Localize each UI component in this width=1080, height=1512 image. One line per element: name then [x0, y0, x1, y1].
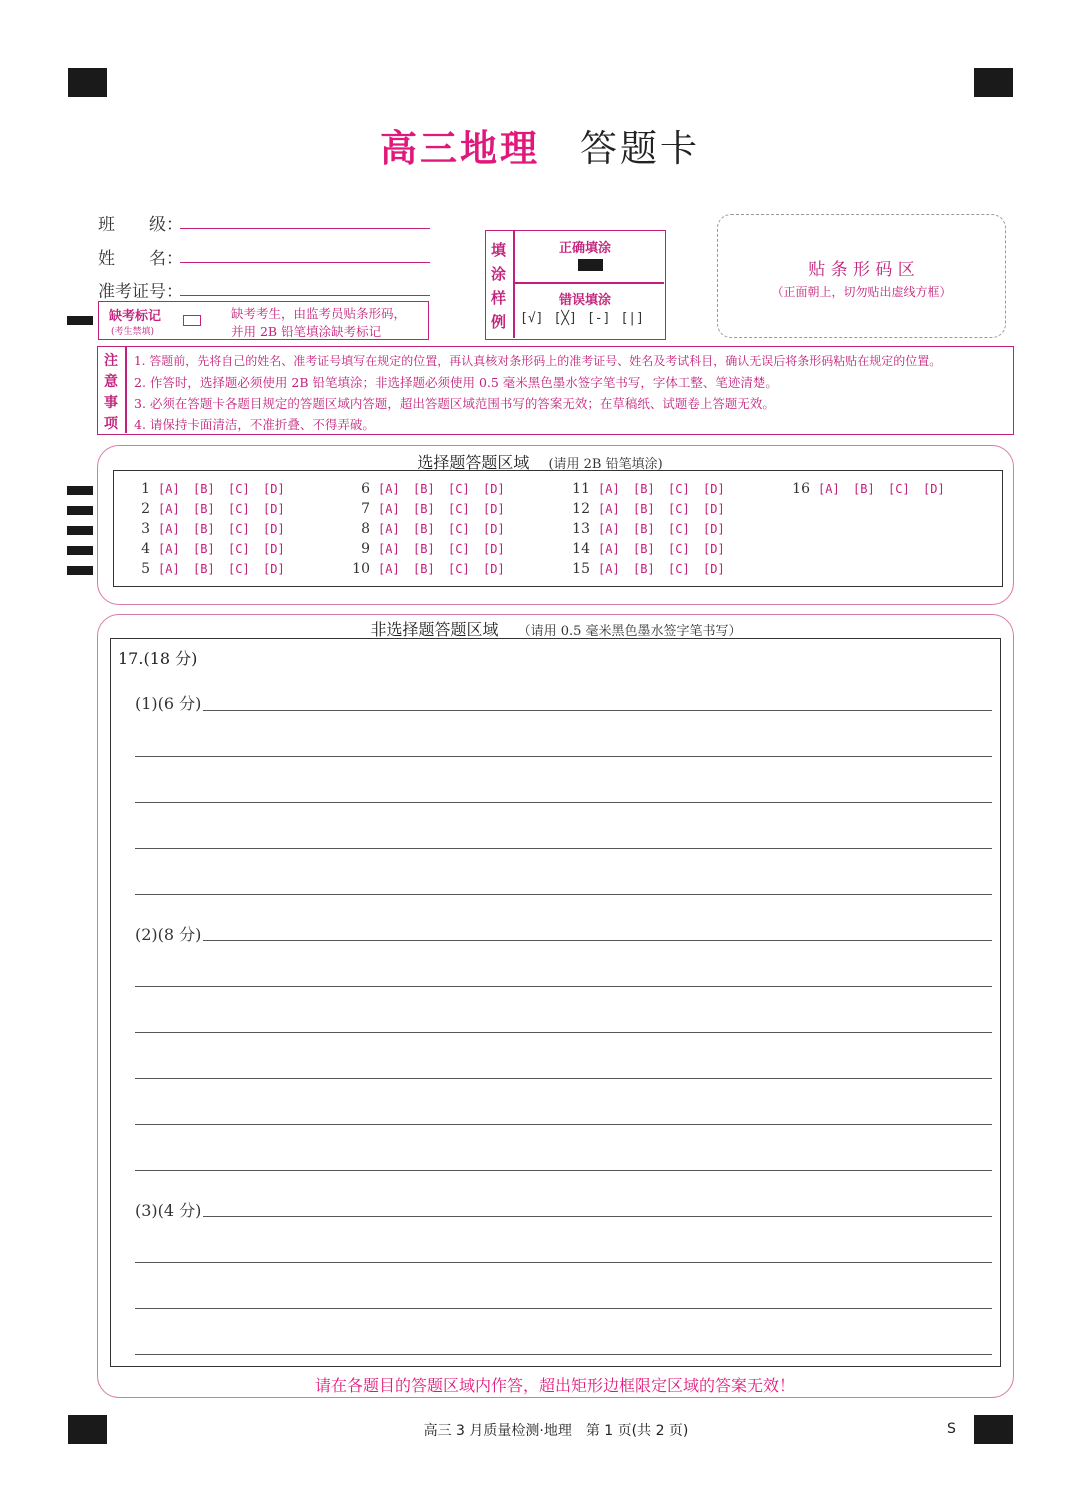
- answer-bubble-c[interactable]: [C]: [448, 502, 470, 516]
- answer-bubble-d[interactable]: [D]: [483, 542, 505, 556]
- choice-question-row: [346, 501, 518, 517]
- answer-bubble-a[interactable]: [A]: [158, 522, 180, 536]
- choice-question-row: [346, 521, 518, 537]
- choice-question-row: [566, 521, 738, 537]
- choice-section-title: 选择题答题区域: [417, 453, 530, 472]
- question-number: 15: [572, 561, 590, 577]
- corner-mark-top-right: [974, 68, 1013, 97]
- answer-line[interactable]: [135, 847, 992, 849]
- exam-id-label: 准考证号：: [98, 282, 183, 302]
- footer-code: S: [947, 1421, 956, 1437]
- absent-mark-sub: (考生禁填): [111, 327, 155, 337]
- answer-bubble-d[interactable]: [D]: [263, 542, 285, 556]
- choice-question-row: [346, 541, 518, 557]
- answer-line[interactable]: [135, 1031, 992, 1033]
- answer-bubble-d[interactable]: [D]: [703, 522, 725, 536]
- note-item-1: 1. 答题前，先将自己的姓名、准考证号填写在规定的位置，再认真核对条形码上的准考证号、姓名及考试科目，确认无误后将条形码粘贴在规定的位置。: [134, 354, 942, 368]
- answer-bubble-a[interactable]: [A]: [598, 562, 620, 576]
- answer-bubble-b[interactable]: [B]: [413, 502, 435, 516]
- choice-question-row: [346, 481, 518, 497]
- answer-bubble-d[interactable]: [D]: [483, 502, 505, 516]
- answer-bubble-d[interactable]: [D]: [703, 502, 725, 516]
- timing-mark: [67, 316, 93, 325]
- part-1-label: (1)(6 分): [135, 691, 203, 714]
- answer-bubble-d[interactable]: [D]: [483, 482, 505, 496]
- answer-bubble-b[interactable]: [B]: [413, 542, 435, 556]
- timing-mark: [67, 566, 93, 575]
- answer-line[interactable]: [135, 1169, 992, 1171]
- answer-bubble-d[interactable]: [D]: [263, 482, 285, 496]
- fill-example-side-2: 涂: [491, 265, 507, 283]
- question-number: 1: [141, 481, 150, 497]
- answer-line[interactable]: [135, 1261, 992, 1263]
- timing-mark: [67, 486, 93, 495]
- answer-bubble-b[interactable]: [B]: [633, 482, 655, 496]
- absent-instruction-2: 并用 2B 铅笔填涂缺考标记: [231, 324, 382, 339]
- title-card: 答题卡: [580, 127, 700, 170]
- fill-example-side-4: 例: [491, 313, 507, 331]
- corner-mark-top-left: [68, 68, 107, 97]
- nonchoice-section-hint: （请用 0.5 毫米黑色墨水签字笔书写）: [517, 624, 742, 639]
- answer-bubble-b[interactable]: [B]: [193, 522, 215, 536]
- barcode-area: [717, 214, 1006, 338]
- answer-bubble-a[interactable]: [A]: [158, 502, 180, 516]
- absent-checkbox[interactable]: [183, 315, 201, 326]
- timing-mark: [67, 526, 93, 535]
- answer-bubble-c[interactable]: [C]: [228, 562, 250, 576]
- answer-bubble-d[interactable]: [D]: [483, 562, 505, 576]
- answer-bubble-c[interactable]: [C]: [228, 542, 250, 556]
- answer-line[interactable]: [135, 1353, 992, 1355]
- barcode-title: 贴 条 形 码 区: [808, 260, 915, 280]
- answer-bubble-c[interactable]: [C]: [448, 542, 470, 556]
- notes-side-4: 项: [104, 416, 118, 432]
- answer-line[interactable]: [135, 939, 992, 941]
- question-number: 12: [572, 501, 590, 517]
- answer-bubble-c[interactable]: [C]: [668, 482, 690, 496]
- fill-example-side-1: 填: [491, 241, 507, 259]
- answer-bubble-d[interactable]: [D]: [483, 522, 505, 536]
- part-3-label: (3)(4 分): [135, 1198, 203, 1221]
- answer-area-warning: 请在各题目的答题区域内作答，超出矩形边框限定区域的答案无效！: [314, 1376, 795, 1395]
- wrong-mark-bar: [|]: [620, 311, 644, 326]
- question-number: 9: [361, 541, 370, 557]
- answer-bubble-d[interactable]: [D]: [703, 562, 725, 576]
- absent-instruction-1: 缺考考生，由监考员贴条形码，: [231, 306, 407, 321]
- answer-bubble-b[interactable]: [B]: [413, 522, 435, 536]
- timing-mark: [67, 546, 93, 555]
- answer-bubble-b[interactable]: [B]: [633, 542, 655, 556]
- question-number: 5: [141, 561, 150, 577]
- choice-question-row: [566, 561, 738, 577]
- answer-bubble-c[interactable]: [C]: [228, 502, 250, 516]
- answer-bubble-a[interactable]: [A]: [378, 542, 400, 556]
- notes-side-1: 注: [104, 353, 118, 369]
- answer-bubble-b[interactable]: [B]: [193, 542, 215, 556]
- notes-side-3: 事: [104, 395, 118, 411]
- answer-bubble-d[interactable]: [D]: [703, 482, 725, 496]
- wrong-mark-check: [√]: [520, 311, 544, 326]
- answer-bubble-c[interactable]: [C]: [448, 562, 470, 576]
- answer-line[interactable]: [135, 1123, 992, 1125]
- answer-line[interactable]: [135, 801, 992, 803]
- question-number: 3: [141, 521, 150, 537]
- answer-bubble-c[interactable]: [C]: [228, 482, 250, 496]
- answer-bubble-d[interactable]: [D]: [263, 502, 285, 516]
- choice-question-row: [566, 501, 738, 517]
- notes-side-2: 意: [104, 374, 118, 390]
- answer-bubble-d[interactable]: [D]: [703, 542, 725, 556]
- exam-id-field[interactable]: [180, 294, 430, 296]
- answer-bubble-a[interactable]: [A]: [598, 502, 620, 516]
- question-number: 2: [141, 501, 150, 517]
- answer-bubble-c[interactable]: [C]: [668, 502, 690, 516]
- answer-bubble-c[interactable]: [C]: [448, 522, 470, 536]
- answer-bubble-a[interactable]: [A]: [378, 562, 400, 576]
- page-title: [0, 118, 1080, 172]
- question-number: 4: [141, 541, 150, 557]
- answer-bubble-b[interactable]: [B]: [413, 482, 435, 496]
- class-field[interactable]: [180, 227, 430, 229]
- title-subject: 高三地理: [380, 127, 540, 170]
- choice-question-row: [786, 481, 958, 497]
- answer-bubble-a[interactable]: [A]: [598, 542, 620, 556]
- answer-line[interactable]: [135, 1077, 992, 1079]
- choice-section-hint: (请用 2B 铅笔填涂): [548, 457, 663, 472]
- choice-question-row: [566, 541, 738, 557]
- timing-mark: [67, 506, 93, 515]
- choice-question-row: [126, 501, 298, 517]
- part-2-label: (2)(8 分): [135, 922, 203, 945]
- nonchoice-section-heading: [0, 617, 1080, 640]
- question-number: 6: [361, 481, 370, 497]
- name-field[interactable]: [180, 261, 430, 263]
- nonchoice-section-title: 非选择题答题区域: [370, 620, 499, 639]
- answer-line[interactable]: [135, 709, 992, 711]
- barcode-note: （正面朝上，切勿贴出虚线方框）: [771, 285, 952, 299]
- fill-example-divider-h: [514, 282, 664, 284]
- choice-question-row: [126, 521, 298, 537]
- fill-example-box: [485, 230, 666, 340]
- wrong-fill-label: 错误填涂: [559, 293, 612, 308]
- answer-bubble-a[interactable]: [A]: [378, 522, 400, 536]
- notes-divider: [125, 347, 127, 433]
- answer-bubble-d[interactable]: [D]: [263, 522, 285, 536]
- answer-bubble-b[interactable]: [B]: [853, 482, 875, 496]
- answer-bubble-a[interactable]: [A]: [378, 482, 400, 496]
- answer-line[interactable]: [135, 985, 992, 987]
- answer-bubble-a[interactable]: [A]: [378, 502, 400, 516]
- question-number: 14: [572, 541, 590, 557]
- question-number: 13: [572, 521, 590, 537]
- note-item-4: 4. 请保持卡面清洁，不准折叠、不得弄破。: [134, 417, 375, 432]
- note-item-3: 3. 必须在答题卡各题目规定的答题区域内答题，超出答题区域范围书写的答案无效；在草稿纸、试题卷上答题无效。: [134, 396, 775, 411]
- wrong-mark-dash: [-]: [586, 311, 611, 326]
- wrong-mark-cross: [╳]: [553, 311, 577, 326]
- answer-line[interactable]: [135, 1307, 992, 1309]
- answer-line[interactable]: [135, 755, 992, 757]
- class-label: 班 级：: [98, 215, 183, 235]
- correct-fill-label: 正确填涂: [559, 241, 612, 256]
- choice-question-row: [346, 561, 518, 577]
- question-17-label: 17.(18 分): [118, 649, 198, 668]
- answer-line[interactable]: [135, 1215, 992, 1217]
- question-number: 10: [352, 561, 370, 577]
- answer-box: [110, 638, 1001, 1367]
- absent-mark-title: 缺考标记: [109, 309, 162, 324]
- answer-bubble-c[interactable]: [C]: [228, 522, 250, 536]
- answer-bubble-c[interactable]: [C]: [668, 562, 690, 576]
- question-number: 7: [361, 501, 370, 517]
- answer-bubble-d[interactable]: [D]: [923, 482, 945, 496]
- note-item-2: 2. 作答时，选择题必须使用 2B 铅笔填涂；非选择题必须使用 0.5 毫米黑色墨水签字笔书写，字体工整、笔迹清楚。: [134, 375, 778, 390]
- question-number: 16: [792, 481, 810, 497]
- answer-bubble-b[interactable]: [B]: [633, 522, 655, 536]
- answer-bubble-c[interactable]: [C]: [668, 522, 690, 536]
- answer-bubble-b[interactable]: [B]: [193, 502, 215, 516]
- answer-bubble-a[interactable]: [A]: [598, 482, 620, 496]
- choice-question-row: [126, 541, 298, 557]
- fill-example-side-3: 样: [491, 289, 507, 307]
- correct-fill-sample: [578, 259, 603, 271]
- choice-question-row: [126, 481, 298, 497]
- answer-bubble-a[interactable]: [A]: [158, 482, 180, 496]
- answer-bubble-a[interactable]: [A]: [598, 522, 620, 536]
- page-footer: 高三 3 月质量检测·地理 第 1 页(共 2 页): [423, 1423, 689, 1439]
- choice-question-row: [126, 561, 298, 577]
- answer-bubble-c[interactable]: [C]: [668, 542, 690, 556]
- answer-bubble-a[interactable]: [A]: [818, 482, 840, 496]
- answer-bubble-a[interactable]: [A]: [158, 562, 180, 576]
- wrong-fill-samples: [520, 311, 644, 326]
- answer-bubble-b[interactable]: [B]: [193, 482, 215, 496]
- answer-line[interactable]: [135, 893, 992, 895]
- question-number: 11: [572, 481, 590, 497]
- question-number: 8: [361, 521, 370, 537]
- answer-bubble-c[interactable]: [C]: [888, 482, 910, 496]
- answer-bubble-b[interactable]: [B]: [633, 562, 655, 576]
- answer-bubble-b[interactable]: [B]: [413, 562, 435, 576]
- name-label: 姓 名：: [98, 249, 183, 269]
- answer-bubble-a[interactable]: [A]: [158, 542, 180, 556]
- answer-bubble-b[interactable]: [B]: [193, 562, 215, 576]
- answer-bubble-d[interactable]: [D]: [263, 562, 285, 576]
- choice-question-row: [566, 481, 738, 497]
- answer-bubble-b[interactable]: [B]: [633, 502, 655, 516]
- absent-mark-box: [98, 301, 429, 340]
- fill-example-divider-v: [513, 231, 515, 338]
- answer-bubble-c[interactable]: [C]: [448, 482, 470, 496]
